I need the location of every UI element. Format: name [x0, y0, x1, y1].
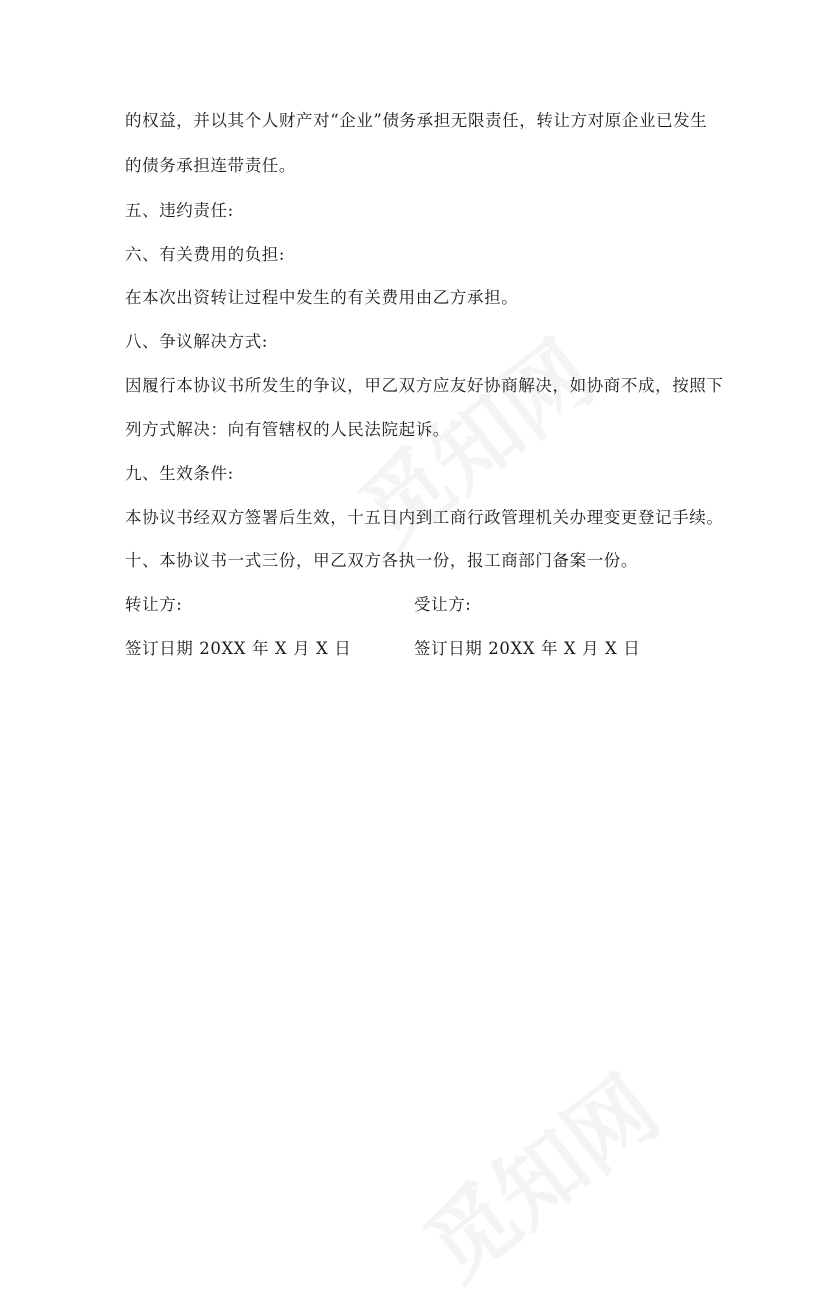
paragraph-line: 的债务承担连带责任。 — [125, 156, 296, 175]
paragraph-line: 因履行本协议书所发生的争议，甲乙双方应友好协商解决，如协商不成，按照下 — [125, 376, 724, 395]
section-heading-dispute: 八、争议解决方式: — [125, 332, 268, 351]
watermark — [395, 1042, 681, 1304]
section-heading-costs: 六、有关费用的负担: — [125, 245, 286, 264]
paragraph-line: 在本次出资转让过程中发生的有关费用由乙方承担。 — [125, 288, 519, 307]
transferee-label: 受让方: — [414, 595, 472, 614]
paragraph-line: 列方式解决：向有管辖权的人民法院起诉。 — [125, 420, 450, 439]
paragraph-line: 十、本协议书一式三份，甲乙双方各执一份，报工商部门备案一份。 — [125, 551, 638, 570]
transferor-label: 转让方: — [125, 595, 183, 614]
section-heading-breach: 五、违约责任: — [125, 201, 234, 220]
paragraph-line: 的权益，并以其个人财产对“企业”债务承担无限责任，转让方对原企业已发生 — [125, 111, 708, 130]
transferor-sign-date: 签订日期 20XX 年 X 月 X 日 — [125, 639, 352, 658]
paragraph-line: 本协议书经双方签署后生效，十五日内到工商行政管理机关办理变更登记手续。 — [125, 508, 724, 527]
transferee-sign-date: 签订日期 20XX 年 X 月 X 日 — [414, 639, 641, 658]
section-heading-effect: 九、生效条件: — [125, 464, 234, 483]
